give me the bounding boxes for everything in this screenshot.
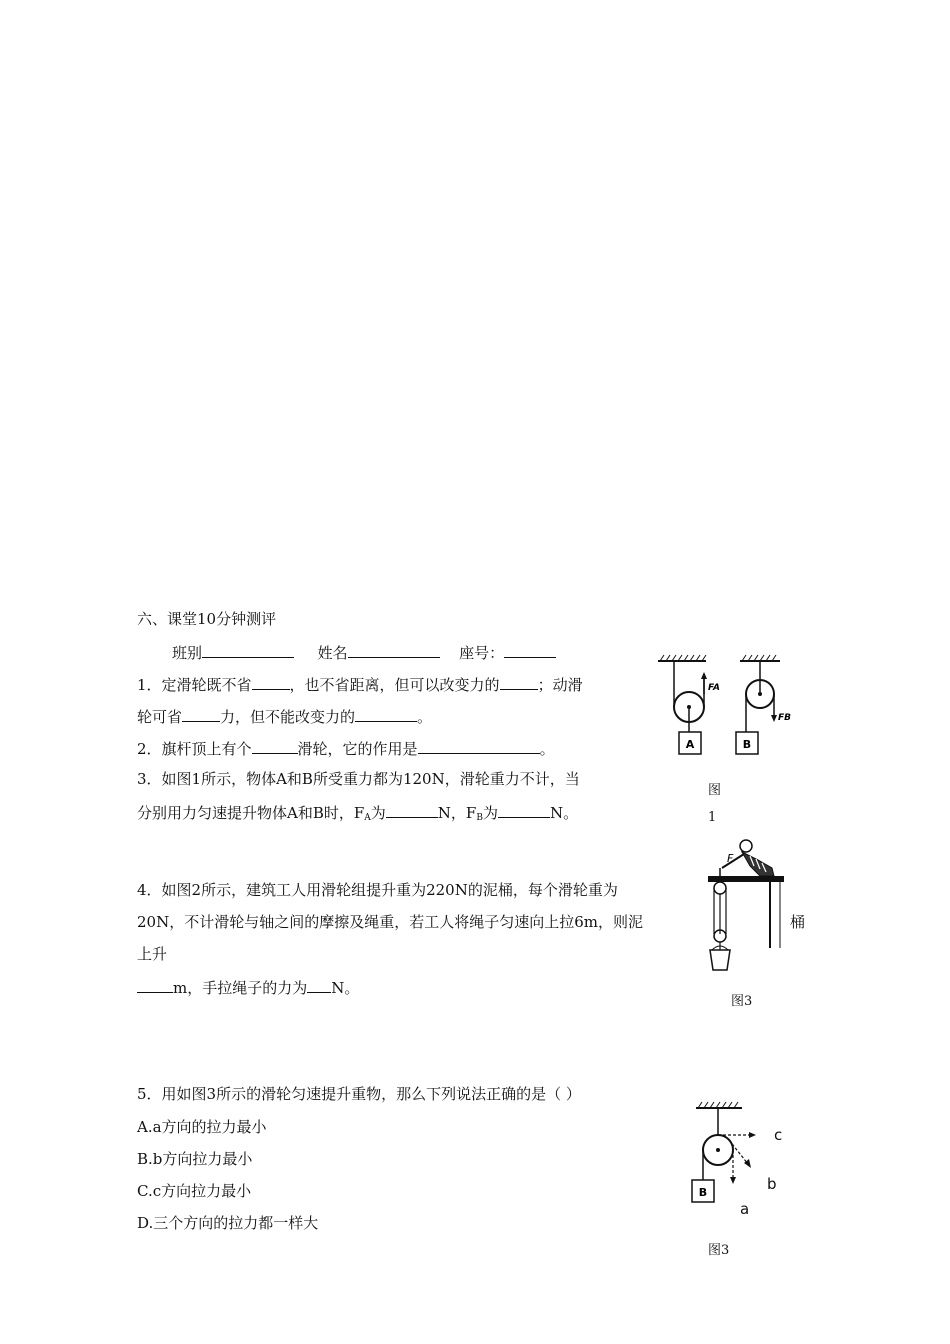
q3-line1: 3．如图1所示，物体A和B所受重力都为120N，滑轮重力不计，当 bbox=[137, 770, 580, 788]
q1-text-b: ，也不省距离，但可以改变力的 bbox=[289, 676, 500, 694]
q4-text-a: m，手拉绳子的力为 bbox=[173, 979, 308, 997]
q3-line2 bbox=[137, 801, 578, 828]
fig1-block-a-label: A bbox=[685, 738, 695, 751]
q2-blank-1[interactable] bbox=[252, 737, 298, 754]
fig3-caption: 图3 bbox=[708, 1243, 730, 1258]
name-blank[interactable] bbox=[348, 641, 440, 658]
q5-stem: 5．用如图3所示的滑轮匀速提升重物，那么下列说法正确的是（ ） bbox=[137, 1085, 581, 1103]
class-label: 班别 bbox=[172, 644, 203, 662]
fig2-worker-head bbox=[740, 840, 752, 852]
fig1-label-fa: FA bbox=[708, 683, 720, 693]
fig3-block-label: B bbox=[698, 1186, 708, 1199]
fig1-caption-line2: 1 bbox=[708, 810, 717, 825]
q5-option-a[interactable]: A.a方向的拉力最小 bbox=[137, 1118, 267, 1136]
q1-line2 bbox=[137, 705, 432, 727]
q1-text-c: ；动滑 bbox=[537, 676, 583, 694]
fig1-label-fb: FB bbox=[778, 713, 792, 723]
q3-sub-a: A bbox=[364, 813, 371, 823]
q4-blank-2[interactable] bbox=[307, 976, 331, 993]
fig3-label-a: a bbox=[740, 1200, 750, 1218]
q2-text-a: 2．旗杆顶上有个 bbox=[137, 740, 252, 758]
q4-line4 bbox=[137, 976, 359, 998]
header-line bbox=[172, 641, 556, 663]
figure-2-worker bbox=[700, 838, 790, 978]
q4-line1: 4．如图2所示，建筑工人用滑轮组提升重为220N的泥桶，每个滑轮重为 bbox=[137, 881, 618, 899]
figure-1-pulleys bbox=[652, 652, 812, 764]
fig2-caption: 图3 bbox=[731, 994, 753, 1009]
q3-text-b: 为 bbox=[370, 804, 386, 822]
seat-blank[interactable] bbox=[504, 641, 556, 658]
q1-text-e: 力，但不能改变力的 bbox=[220, 708, 356, 726]
fig1-caption-line1: 图 bbox=[708, 783, 722, 798]
fig3-label-b: b bbox=[767, 1175, 777, 1193]
q3-blank-2[interactable] bbox=[498, 801, 550, 818]
q3-text-a: 分别用力匀速提升物体A和B时，F bbox=[137, 804, 365, 822]
q5-option-d[interactable]: D.三个方向的拉力都一样大 bbox=[137, 1214, 319, 1232]
section-title: 六、课堂10分钟测评 bbox=[137, 610, 277, 628]
q1-text-a: 1．定滑轮既不省 bbox=[137, 676, 252, 694]
q1-blank-2[interactable] bbox=[500, 673, 538, 690]
q4-text-b: N。 bbox=[331, 979, 360, 997]
q2-text-c: 。 bbox=[539, 740, 555, 758]
q5-option-c[interactable]: C.c方向拉力最小 bbox=[137, 1182, 252, 1200]
q2-text-b: 滑轮，它的作用是 bbox=[297, 740, 418, 758]
q3-text-e: N。 bbox=[549, 804, 579, 822]
fig1-block-b-label: B bbox=[742, 738, 752, 751]
q4-line3: 上升 bbox=[137, 945, 168, 963]
figure-3-pulley bbox=[684, 1098, 794, 1218]
fig2-label-f: F bbox=[727, 852, 734, 865]
q4-blank-1[interactable] bbox=[137, 976, 173, 993]
q1-blank-3[interactable] bbox=[182, 705, 220, 722]
q3-text-d: 为 bbox=[482, 804, 498, 822]
fig3-label-c: c bbox=[774, 1126, 783, 1144]
q1-text-f: 。 bbox=[417, 708, 433, 726]
q3-text-c: N，F bbox=[437, 804, 477, 822]
class-blank[interactable] bbox=[202, 641, 294, 658]
fig2-bucket bbox=[710, 950, 730, 970]
q4-line2-tail: 桶 bbox=[790, 913, 806, 931]
q3-sub-b: B bbox=[476, 813, 483, 823]
q2-line bbox=[137, 737, 555, 759]
q4-line2: 20N，不计滑轮与轴之间的摩擦及绳重，若工人将绳子匀速向上拉6m，则泥 bbox=[137, 913, 643, 931]
q1-text-d: 轮可省 bbox=[137, 708, 183, 726]
q1-blank-1[interactable] bbox=[252, 673, 290, 690]
q1-line1 bbox=[137, 673, 583, 695]
q2-blank-2[interactable] bbox=[418, 737, 540, 754]
seat-label: 座号： bbox=[459, 644, 505, 662]
q1-blank-4[interactable] bbox=[355, 705, 417, 722]
q5-option-b[interactable]: B.b方向拉力最小 bbox=[137, 1150, 253, 1168]
q3-blank-1[interactable] bbox=[386, 801, 438, 818]
name-label: 姓名 bbox=[317, 644, 348, 662]
fig2-pulley-top bbox=[714, 882, 726, 894]
